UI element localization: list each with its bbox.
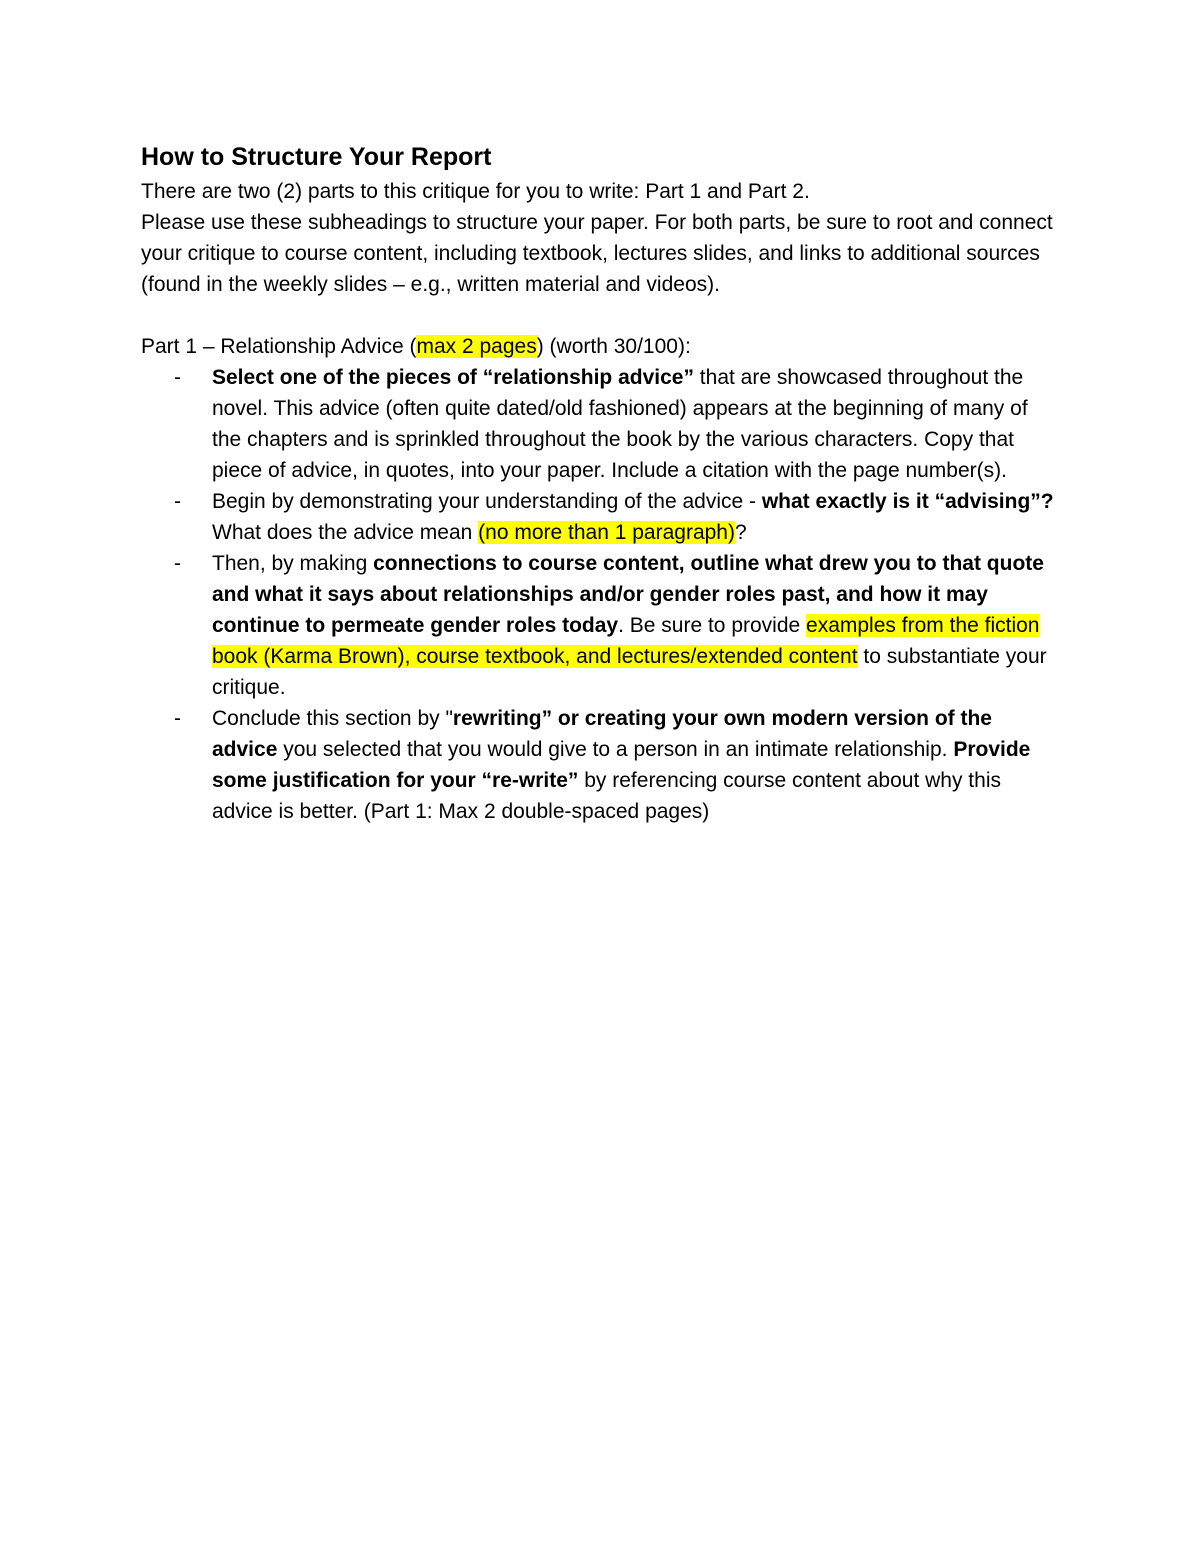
list-item [141, 703, 1061, 827]
bullet2-text-b: What does the advice mean [212, 521, 479, 544]
bullet2-text-c: ? [734, 521, 747, 544]
bullet3-bold: connections to course content, outline what drew you to that quote and what it says about relationships and/or gender roles past, and how it may continue to permeate gender roles today [212, 552, 1044, 637]
bullet4-bold-1: rewriting” or creating your own modern version of the advice [212, 707, 992, 761]
bullet3-text-b: . Be sure to provide [618, 614, 807, 637]
part1-heading-highlight: max 2 pages [416, 335, 537, 358]
paragraph-spacer [141, 300, 1061, 331]
bullet1-bold: Select one of the pieces of “relationship advice” [212, 366, 694, 389]
bullet4-text-a: Conclude this section by " [212, 707, 453, 730]
bullet-dash: - [174, 707, 181, 730]
list-item [141, 548, 1061, 703]
bullet3-text-a: Then, by making [212, 552, 374, 575]
part1-heading-worth: ) (worth 30/100): [536, 335, 691, 358]
bullet3-text-c: to substantiate your critique. [212, 645, 1047, 699]
intro-line-2: Please use these subheadings to structure your paper. For both parts, be sure to root and connect your critique to course content, including textbook, lectures slides, and links to additional sources (found in the weekly slides – e.g., written material and videos). [141, 211, 1053, 296]
bullet2-highlight: (no more than 1 paragraph) [478, 521, 735, 544]
bullet4-text-c: by referencing course content about why this advice is better. (Part 1: Max 2 double-spaced pages) [212, 769, 1001, 823]
page-title: How to Structure Your Report [141, 143, 492, 171]
list-item [141, 362, 1061, 486]
document-page [141, 140, 1061, 827]
bullet2-bold: what exactly is it “advising”? [761, 490, 1054, 513]
bullet-dash: - [174, 552, 181, 575]
part1-heading-text: Part 1 – Relationship Advice ( [141, 335, 417, 358]
bullet3-highlight: examples from the fiction book (Karma Brown), course textbook, and lectures/extended content [212, 614, 1040, 668]
list-item [141, 486, 1061, 548]
part1-heading [141, 331, 1061, 362]
intro-line-1: There are two (2) parts to this critique for you to write: Part 1 and Part 2. [141, 180, 810, 203]
bullet4-bold-2: Provide some justification for your “re-write” [212, 738, 1031, 792]
bullet-dash: - [174, 366, 181, 389]
bullet1-text: that are showcased throughout the novel. This advice (often quite dated/old fashioned) appears at the beginning of many of the chapters and is sprinkled throughout the book by the various characters. Copy that piece of advice, in quotes, into your paper. Include a citation with the page number(s). [212, 366, 1028, 482]
bullet-dash: - [174, 490, 181, 513]
part1-bullet-list [141, 362, 1061, 827]
bullet2-text-a: Begin by demonstrating your understanding of the advice - [212, 490, 762, 513]
bullet4-text-b: you selected that you would give to a person in an intimate relationship. [277, 738, 954, 761]
